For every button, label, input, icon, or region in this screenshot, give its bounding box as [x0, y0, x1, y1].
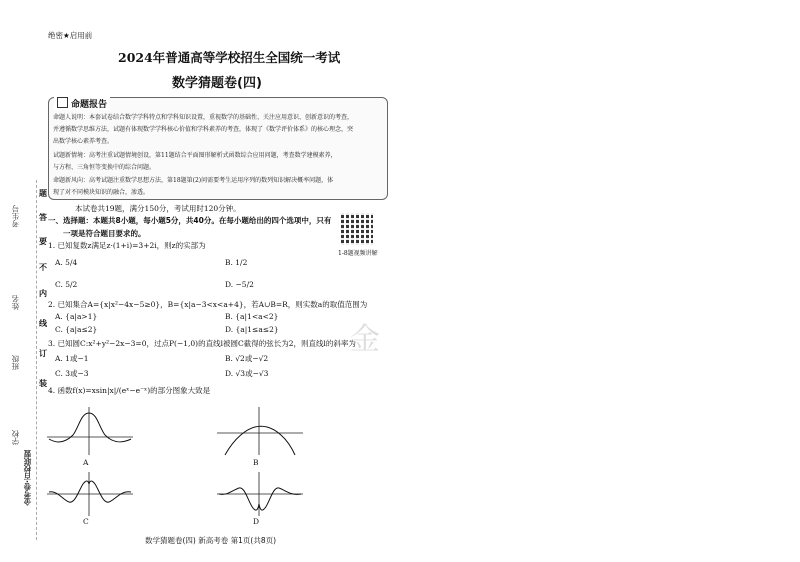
- report-line: 与方程、三角恒等变换中的综合问题。: [53, 164, 156, 171]
- qr-code-pattern: [341, 213, 373, 245]
- q4-option-d-label: D: [253, 517, 260, 526]
- name-label: 姓名: [11, 295, 20, 310]
- q1-option-d: D. −5/2: [225, 280, 254, 289]
- report-line: 命题人说明：本套试卷结合数学学科特点和学科知识设置，重视数学的基础性、关注应用意识、创新意识的考查，: [53, 114, 354, 121]
- report-title-text: 命题报告: [71, 100, 108, 110]
- seal-char: 不: [39, 263, 47, 272]
- section1-heading-cont: 一项是符合题目要求的。: [63, 229, 146, 238]
- qr-caption: 1-8题视频讲解: [338, 250, 378, 257]
- school-label: 学校: [11, 430, 20, 445]
- binding-cut-line: [36, 180, 37, 540]
- q4-option-b-label: B: [253, 458, 259, 467]
- question-3-stem: 3. 已知圆C:x²+y²−2x−3=0，过点P(−1,0)的直线l被圆C截得的弦长为2，则直线l的斜率为: [48, 339, 356, 348]
- report-line: 并遵循数学思维方法，试题有体现数学学科核心价值和学科素养的考查，体现了《数学评价体系》的核心理念，突: [53, 126, 354, 133]
- seal-char: 线: [39, 319, 47, 328]
- q4-option-a-label: A: [83, 458, 89, 467]
- brand-label: 金考卷·百校联盟: [23, 450, 32, 506]
- exam-title: 2024年普通高等学校招生全国统一考试: [118, 50, 341, 65]
- exam-info: 本试卷共19题，满分150分，考试用时120分钟。: [75, 204, 241, 213]
- q4-graph-a: [45, 405, 135, 457]
- seal-char: 答: [39, 213, 47, 222]
- q2-option-d: D. {a|1≤a≤2}: [225, 325, 279, 334]
- q4-graph-d: [215, 470, 305, 518]
- q2-option-a: A. {a|a>1}: [55, 312, 98, 321]
- page-footer: 数学猜题卷(四) 新高考卷 第1页(共8页): [145, 536, 277, 545]
- report-line: 现了对不同模块知识的融合，渗透。: [53, 189, 150, 196]
- question-1-stem: 1. 已知复数z满足z·(1+i)=3+2i，则z的实部为: [48, 241, 206, 250]
- q1-option-c: C. 5/2: [55, 280, 78, 289]
- paper-title: 数学猜题卷(四): [172, 76, 262, 91]
- q4-graph-c: [45, 470, 135, 518]
- report-line: 出数学核心素养考查。: [53, 138, 114, 145]
- question-4-stem: 4. 函数f(x)=xsin|x|/(eˣ−e⁻ˣ)的部分图象大致是: [48, 386, 211, 395]
- seal-char: 内: [39, 289, 47, 298]
- seal-char: 要: [39, 237, 47, 246]
- report-line: 试题新情境：高考注重试题情境创设，第11题结合平面图形解析式函数综合应用问题，考查数学建模素养，: [53, 152, 337, 159]
- q1-option-a: A. 5/4: [55, 258, 78, 267]
- seal-char: 订: [39, 349, 47, 358]
- q2-option-c: C. {a|a≤2}: [55, 325, 98, 334]
- section1-heading: 一、选择题：本题共8小题，每小题5分，共40分。在每小题给出的四个选项中，只有: [48, 216, 332, 225]
- report-title: [54, 97, 110, 110]
- report-icon: [57, 97, 68, 108]
- q3-option-b: B. √2或−√2: [225, 354, 269, 363]
- q3-option-d: D. √3或−√3: [225, 369, 269, 378]
- report-line: 命题新风向：高考试题注重数学思想方法，第18题第(2)问需要考生运用序列的数列知识解决概率问题，体: [53, 177, 334, 184]
- question-2-stem: 2. 已知集合A={x|x²−4x−5≥0}，B={x|a−3<x<a+4}，若A∪B=R，则实数a的取值范围为: [48, 300, 368, 309]
- secret-mark: 绝密★启用前: [48, 31, 93, 40]
- watermark-logo: 金: [350, 322, 380, 357]
- class-label: 班级: [11, 355, 20, 370]
- q4-graph-b: [215, 405, 305, 457]
- exam-number-label: 考生号: [11, 205, 20, 228]
- q3-option-a: A. 1或−1: [55, 354, 89, 363]
- q2-option-b: B. {a|1<a<2}: [225, 312, 279, 321]
- q4-option-c-label: C: [83, 517, 89, 526]
- seal-char: 装: [39, 379, 47, 388]
- q3-option-c: C. 3或−3: [55, 369, 89, 378]
- seal-char: 题: [39, 189, 47, 198]
- q1-option-b: B. 1/2: [225, 258, 248, 267]
